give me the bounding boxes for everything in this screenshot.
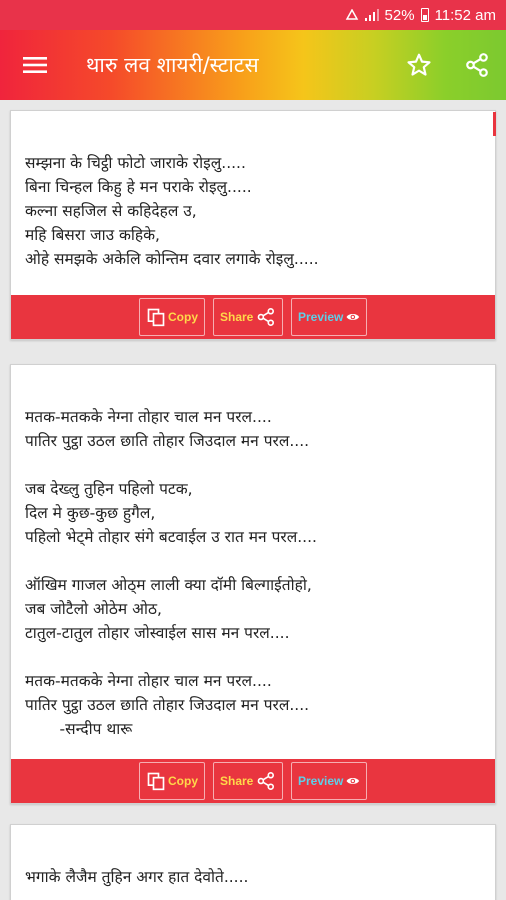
- battery-icon: [421, 8, 429, 22]
- copy-button[interactable]: [139, 298, 205, 336]
- menu-button[interactable]: [0, 30, 70, 100]
- star-icon: [406, 52, 432, 78]
- scrollbar[interactable]: [493, 112, 496, 136]
- signal-icon: [365, 9, 379, 21]
- recycle-icon: [345, 9, 359, 21]
- app-toolbar: [0, 30, 506, 100]
- share-icon: [256, 307, 276, 327]
- shayari-list[interactable]: [0, 100, 506, 900]
- card-actions: [11, 295, 495, 339]
- favorite-button[interactable]: [390, 30, 448, 100]
- shayari-card: [10, 110, 496, 340]
- battery-percentage: 52%: [384, 6, 415, 24]
- share-button[interactable]: [213, 762, 283, 800]
- preview-button[interactable]: [291, 762, 367, 800]
- card-actions: [11, 759, 495, 803]
- shayari-card: [10, 824, 496, 900]
- clock: 11:52 am: [434, 6, 496, 24]
- preview-button[interactable]: [291, 298, 367, 336]
- share-icon: [256, 771, 276, 791]
- share-label: Share: [220, 310, 254, 324]
- page-title: थारु लव शायरी/स्टाटस: [86, 53, 259, 77]
- share-icon: [464, 52, 490, 78]
- share-label: Share: [220, 774, 254, 788]
- copy-icon: [146, 770, 166, 792]
- copy-label: Copy: [168, 310, 198, 324]
- preview-label: Preview: [298, 310, 344, 324]
- share-app-button[interactable]: [448, 30, 506, 100]
- preview-label: Preview: [298, 774, 344, 788]
- copy-label: Copy: [168, 774, 198, 788]
- eye-icon: [346, 773, 360, 789]
- hamburger-menu-icon: [23, 55, 47, 75]
- status-bar: [0, 0, 506, 30]
- eye-icon: [346, 309, 360, 325]
- shayari-card: [10, 364, 496, 804]
- copy-button[interactable]: [139, 762, 205, 800]
- copy-icon: [146, 306, 166, 328]
- share-button[interactable]: [213, 298, 283, 336]
- shayari-text: सम्झना के चिट्ठी फोटो जाराके रोइलु..... बिना चिन्हल किहु हे मन पराके रोइलु..... कल्ना सहजिल से कहिदेहल उ, महि बिसरा जाउ कहिके, ओहे समझके अकेलि कोन्तिम दवार लगाके रोइलु.....: [25, 154, 319, 268]
- shayari-text: मतक-मतकके नेग्ना तोहार चाल मन परल.... पातिर पुट्ठा उठल छाति तोहार जिउदाल मन परल.... जब देख्लु तुहिन पहिलो पटक, दिल मे कुछ-कुछ हुगैल, पहिलो भेट्मे तोहार संगे बटवाईल उ रात मन परल.... ऑखिम गाजल ओठ्म लाली क्या दॉमी बिल्गाईतोहो, जब जोटैलो ओठेम ओठ, टातुल-टातुल तोहार जोस्वाईल सास मन परल.... मतक-मतकके नेग्ना तोहार चाल मन परल.... पातिर पुट्ठा उठल छाति तोहार जिउदाल मन परल.... -सन्दीप थारू: [25, 408, 317, 738]
- shayari-text: भगाके लैजैम तुहिन अगर हात देवोते.....: [25, 868, 249, 886]
